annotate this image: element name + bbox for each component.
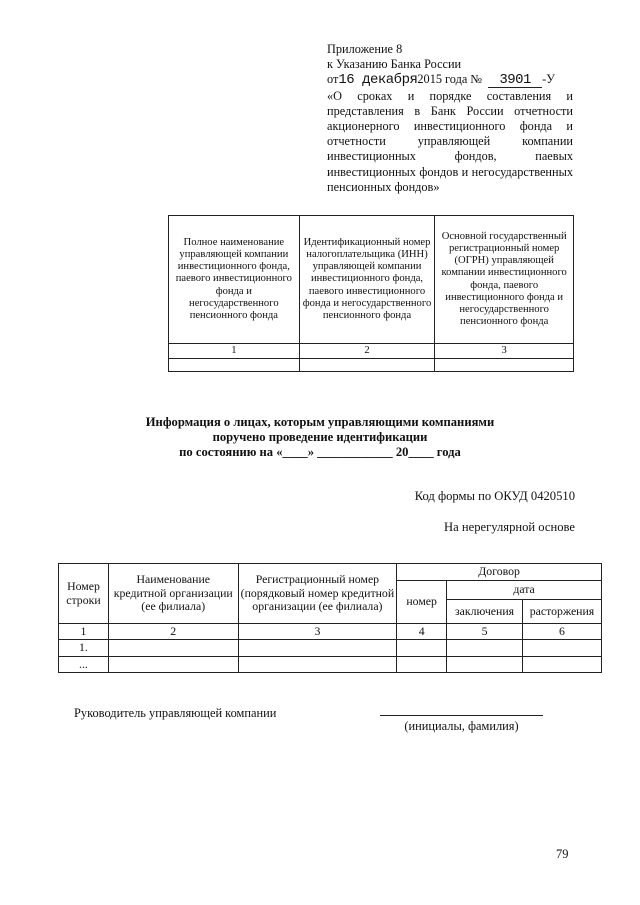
- header-concluded: заключения: [447, 600, 523, 624]
- empty-cell: [435, 359, 574, 372]
- header-contract-number: номер: [397, 581, 447, 624]
- row-label: ...: [59, 656, 109, 672]
- empty-cell: [447, 640, 523, 656]
- header-ogrn: Основной государственный регистрационный номер (ОГРН) управляющей компании инвестиционного фонда, паевого инвестиционного фонда и негосударственного пенсионного фонда: [435, 216, 574, 344]
- year-text: 2015 года №: [417, 72, 483, 87]
- empty-cell: [108, 656, 238, 672]
- subject-line: пенсионных фондов»: [327, 179, 440, 194]
- column-number: 1: [169, 344, 300, 359]
- subject-line: «О сроках и порядке составления и: [327, 88, 573, 103]
- column-number: 2: [108, 624, 238, 640]
- appendix-date-line: [327, 72, 573, 88]
- header-inn: Идентификационный номер налогоплательщика (ИНН) управляющей компании инвестиционного фонда, паевого инвестиционного фонда и негосударственного пенсионного фонда: [299, 216, 435, 344]
- header-reg-number: Регистрационный номер (порядковый номер кредитной организации (ее филиала): [238, 564, 397, 624]
- appendix-title: Приложение 8: [327, 42, 403, 56]
- column-number: 4: [397, 624, 447, 640]
- table-row: [59, 656, 602, 672]
- table-row: [59, 640, 602, 656]
- empty-cell: [238, 656, 397, 672]
- okud-code: Код формы по ОКУД 0420510: [414, 489, 575, 503]
- empty-cell: [523, 656, 602, 672]
- page-number: 79: [556, 847, 569, 861]
- column-number: 5: [447, 624, 523, 640]
- empty-cell: [397, 656, 447, 672]
- subject-line: представления в Банк России отчетности: [327, 103, 573, 118]
- column-number: 2: [299, 344, 435, 359]
- empty-cell: [397, 640, 447, 656]
- subject-line: акционерного инвестиционного фонда и: [327, 119, 573, 134]
- subject-line: отчетности управляющей компании: [327, 134, 573, 149]
- subject-line: инвестиционных фондов и негосударственных: [327, 164, 573, 179]
- signature-label: Руководитель управляющей компании: [74, 706, 277, 720]
- column-number: 3: [238, 624, 397, 640]
- manager-info-table: [168, 215, 574, 372]
- header-full-name: Полное наименование управляющей компании инвестиционного фонда, паевого инвестиционного фонда и негосударственного пенсионного фонда: [169, 216, 300, 344]
- row-label: 1.: [59, 640, 109, 656]
- column-number: 6: [523, 624, 602, 640]
- handwritten-date: 16 декабря: [338, 72, 418, 89]
- empty-cell: [108, 640, 238, 656]
- title-date-line: по состоянию на «____» ____________ 20____ года: [179, 445, 461, 460]
- periodicity: На нерегулярной основе: [444, 520, 575, 534]
- empty-cell: [299, 359, 435, 372]
- handwritten-number: 3901: [488, 74, 542, 88]
- subject-line: инвестиционных фондов, паевых: [327, 149, 573, 164]
- header-org-name: Наименование кредитной организации (ее филиала): [108, 564, 238, 624]
- empty-cell: [523, 640, 602, 656]
- header-contract: Договор: [397, 564, 602, 581]
- appendix-reference: к Указанию Банка России: [327, 57, 462, 72]
- signature-line: [380, 715, 543, 716]
- empty-cell: [447, 656, 523, 672]
- column-number: 1: [59, 624, 109, 640]
- title-line: поручено проведение идентификации: [212, 430, 428, 445]
- number-suffix: -У: [542, 72, 555, 87]
- column-number: 3: [435, 344, 574, 359]
- report-title: [100, 415, 540, 461]
- empty-cell: [238, 640, 397, 656]
- empty-cell: [169, 359, 300, 372]
- header-row-number: Номер строки: [59, 564, 109, 624]
- credit-org-table: [58, 563, 602, 673]
- title-line: Информация о лицах, которым управляющими компаниями: [145, 415, 495, 429]
- header-contract-date: дата: [447, 581, 602, 600]
- date-prefix: от: [327, 72, 339, 87]
- signature-hint: (инициалы, фамилия): [404, 719, 519, 733]
- header-terminated: расторжения: [523, 600, 602, 624]
- appendix-header: [327, 42, 573, 195]
